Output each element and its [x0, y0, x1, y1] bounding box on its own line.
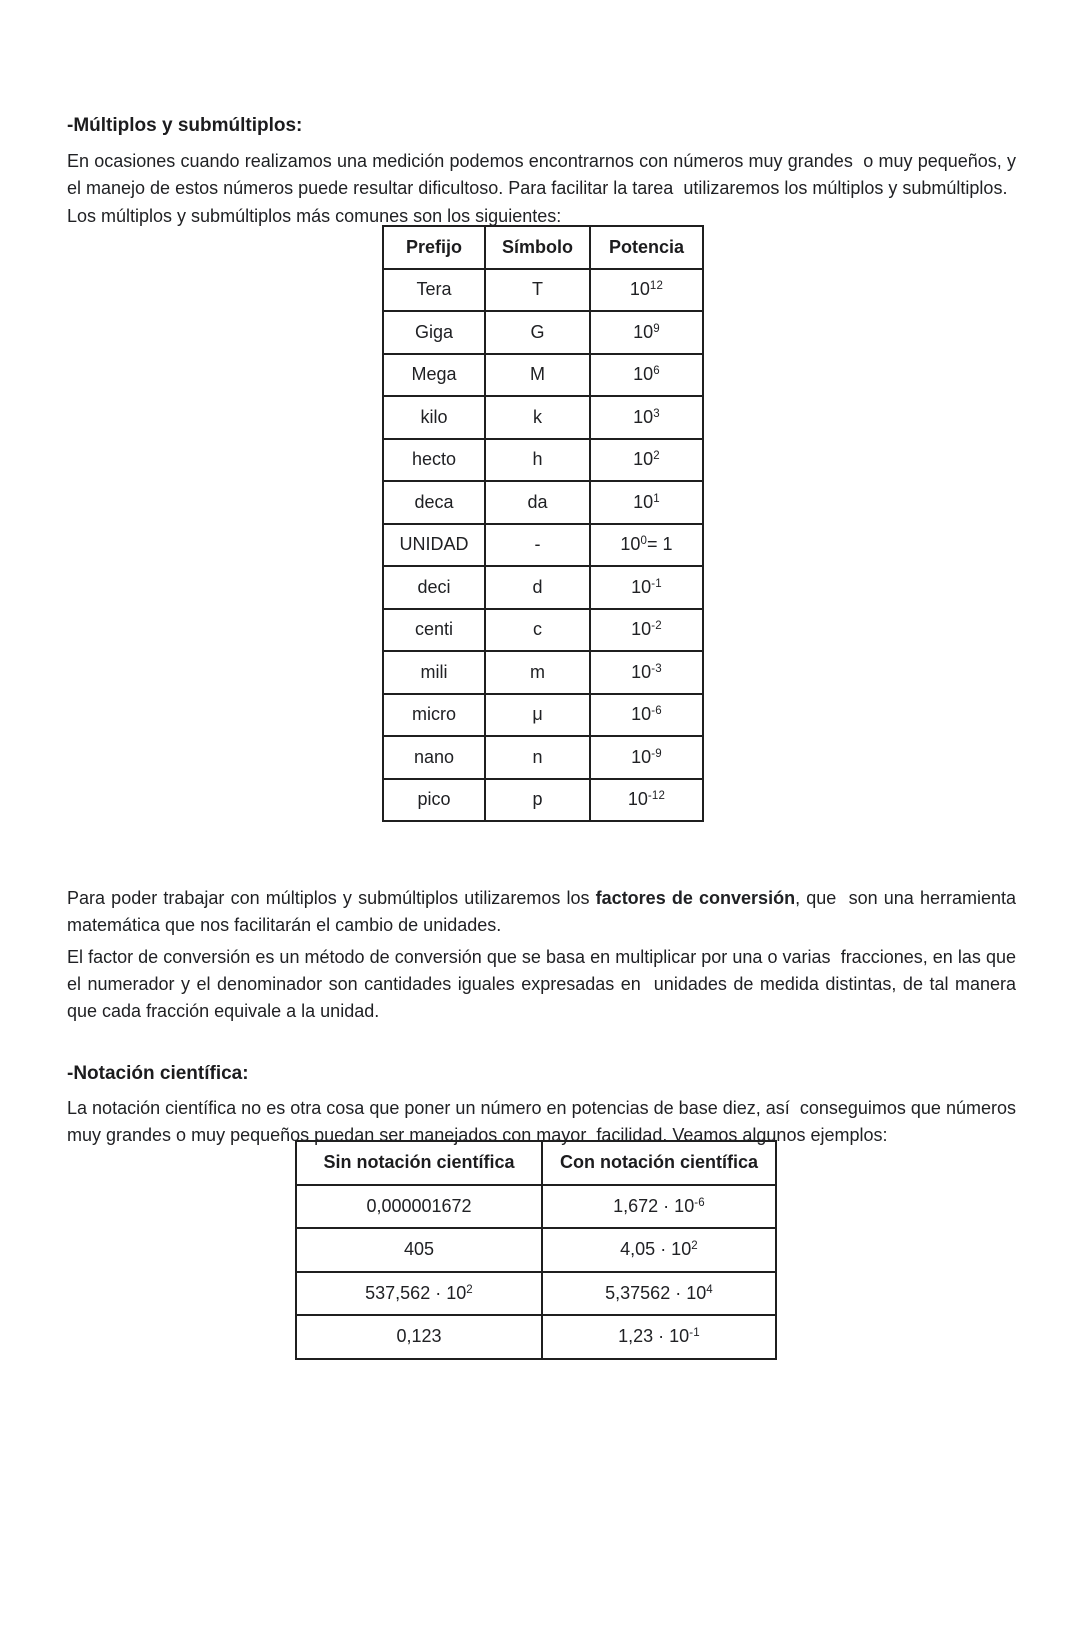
potencia-cell: $10^2$ [590, 439, 703, 482]
prefijo-cell: micro [383, 694, 485, 737]
prefijo-cell: deca [383, 481, 485, 524]
prefix-table-row [383, 694, 703, 737]
potencia-cell: $10^0= 1$ [590, 524, 703, 567]
simbolo-cell: T [485, 269, 590, 312]
prefijo-cell: pico [383, 779, 485, 822]
potencia-cell: $10^6$ [590, 354, 703, 397]
prefijo-cell: deci [383, 566, 485, 609]
simbolo-cell: μ [485, 694, 590, 737]
simbolo-cell: c [485, 609, 590, 652]
con-notacion-cell: $1,672 \cdot 10^{-6}$ [542, 1185, 776, 1229]
prefijo-cell: kilo [383, 396, 485, 439]
notation-table-row [296, 1185, 776, 1229]
paragraph-conversion-2: El factor de conversión es un método de conversión que se basa en multiplicar por una o varias fracciones, en las que el numerador y el denominador son cantidades iguales expresadas en unidades de medida distintas, de tal manera que cada fracción equivale a la unidad. [67, 947, 1022, 1021]
simbolo-cell: G [485, 311, 590, 354]
prefix-table-header-simbolo: Símbolo [485, 226, 590, 269]
con-notacion-cell: $1,23 \cdot 10^{-1}$ [542, 1315, 776, 1359]
notation-table-row [296, 1315, 776, 1359]
potencia-cell: $10^{-1}$ [590, 566, 703, 609]
simbolo-cell: k [485, 396, 590, 439]
potencia-cell: $10^{-12}$ [590, 779, 703, 822]
simbolo-cell: - [485, 524, 590, 567]
prefix-table-header-potencia: Potencia [590, 226, 703, 269]
sin-notacion-cell: 405 [296, 1228, 542, 1272]
prefijo-cell: Mega [383, 354, 485, 397]
potencia-cell: $10^1$ [590, 481, 703, 524]
paragraph-multiplos-intro: En ocasiones cuando realizamos una medición podemos encontrarnos con números muy grandes o muy pequeños, y el manejo de estos números puede resultar dificultoso. Para facilitar la tarea utilizaremos los múltiplos y submúltiplos. [67, 151, 1022, 198]
prefijo-cell: Giga [383, 311, 485, 354]
potencia-cell: $10^9$ [590, 311, 703, 354]
conversion-text-after: , que son una herramienta matemática que nos facilitarán el cambio de unidades. [67, 888, 1022, 935]
potencia-cell: $10^{-2}$ [590, 609, 703, 652]
prefix-table-row [383, 566, 703, 609]
prefijo-cell: centi [383, 609, 485, 652]
prefix-table-row [383, 354, 703, 397]
potencia-cell: $10^{-9}$ [590, 736, 703, 779]
simbolo-cell: M [485, 354, 590, 397]
prefix-table-row [383, 396, 703, 439]
prefijo-cell: hecto [383, 439, 485, 482]
prefix-table-row [383, 651, 703, 694]
notation-table-body [296, 1185, 776, 1359]
prefix-table-row [383, 311, 703, 354]
conversion-bold-term: factores de conversión [595, 888, 796, 908]
potencia-cell: $10^3$ [590, 396, 703, 439]
notation-table-header-con: Con notación científica [542, 1141, 776, 1185]
prefijo-cell: Tera [383, 269, 485, 312]
con-notacion-cell: $4,05 \cdot 10^2$ [542, 1228, 776, 1272]
prefix-table-header-prefijo: Prefijo [383, 226, 485, 269]
simbolo-cell: n [485, 736, 590, 779]
prefix-table-body [383, 269, 703, 822]
prefijo-cell: UNIDAD [383, 524, 485, 567]
paragraph-scientific-intro: La notación científica no es otra cosa que poner un número en potencias de base diez, así conseguimos que números muy grandes o muy pequeños puedan ser manejados con mayor facilidad. Veamos algunos ejemplos: [67, 1098, 1022, 1145]
prefix-table-row [383, 481, 703, 524]
simbolo-cell: m [485, 651, 590, 694]
potencia-cell: $10^{12}$ [590, 269, 703, 312]
simbolo-cell: h [485, 439, 590, 482]
paragraph-conversion-1 [67, 885, 1022, 939]
con-notacion-cell: $5,37562 \cdot 10^4$ [542, 1272, 776, 1316]
notation-table [295, 1140, 777, 1360]
prefix-table-row [383, 779, 703, 822]
prefix-table-row [383, 524, 703, 567]
sin-notacion-cell: 0,123 [296, 1315, 542, 1359]
prefix-table-row [383, 269, 703, 312]
heading-notacion-cientifica: -Notación científica: [67, 1063, 249, 1084]
prefix-table [382, 225, 704, 822]
potencia-cell: $10^{-6}$ [590, 694, 703, 737]
simbolo-cell: p [485, 779, 590, 822]
paragraph-table-lead: Los múltiplos y submúltiplos más comunes son los siguientes: [67, 206, 562, 226]
notation-table-row [296, 1228, 776, 1272]
sin-notacion-cell: $537,562 \cdot 10^2$ [296, 1272, 542, 1316]
simbolo-cell: d [485, 566, 590, 609]
potencia-cell: $10^{-3}$ [590, 651, 703, 694]
notation-table-row [296, 1272, 776, 1316]
prefix-table-row [383, 736, 703, 779]
sin-notacion-cell: 0,000001672 [296, 1185, 542, 1229]
prefijo-cell: mili [383, 651, 485, 694]
document-page [0, 113, 1080, 1360]
prefix-table-header [383, 226, 703, 269]
prefix-table-row [383, 609, 703, 652]
simbolo-cell: da [485, 481, 590, 524]
prefix-table-row [383, 439, 703, 482]
prefijo-cell: nano [383, 736, 485, 779]
heading-multiplos-submultiplos: -Múltiplos y submúltiplos: [67, 115, 303, 136]
notation-table-header-sin: Sin notación científica [296, 1141, 542, 1185]
prefix-table-header-row [383, 226, 703, 269]
conversion-text-before: Para poder trabajar con múltiplos y submúltiplos utilizaremos los [67, 888, 596, 908]
